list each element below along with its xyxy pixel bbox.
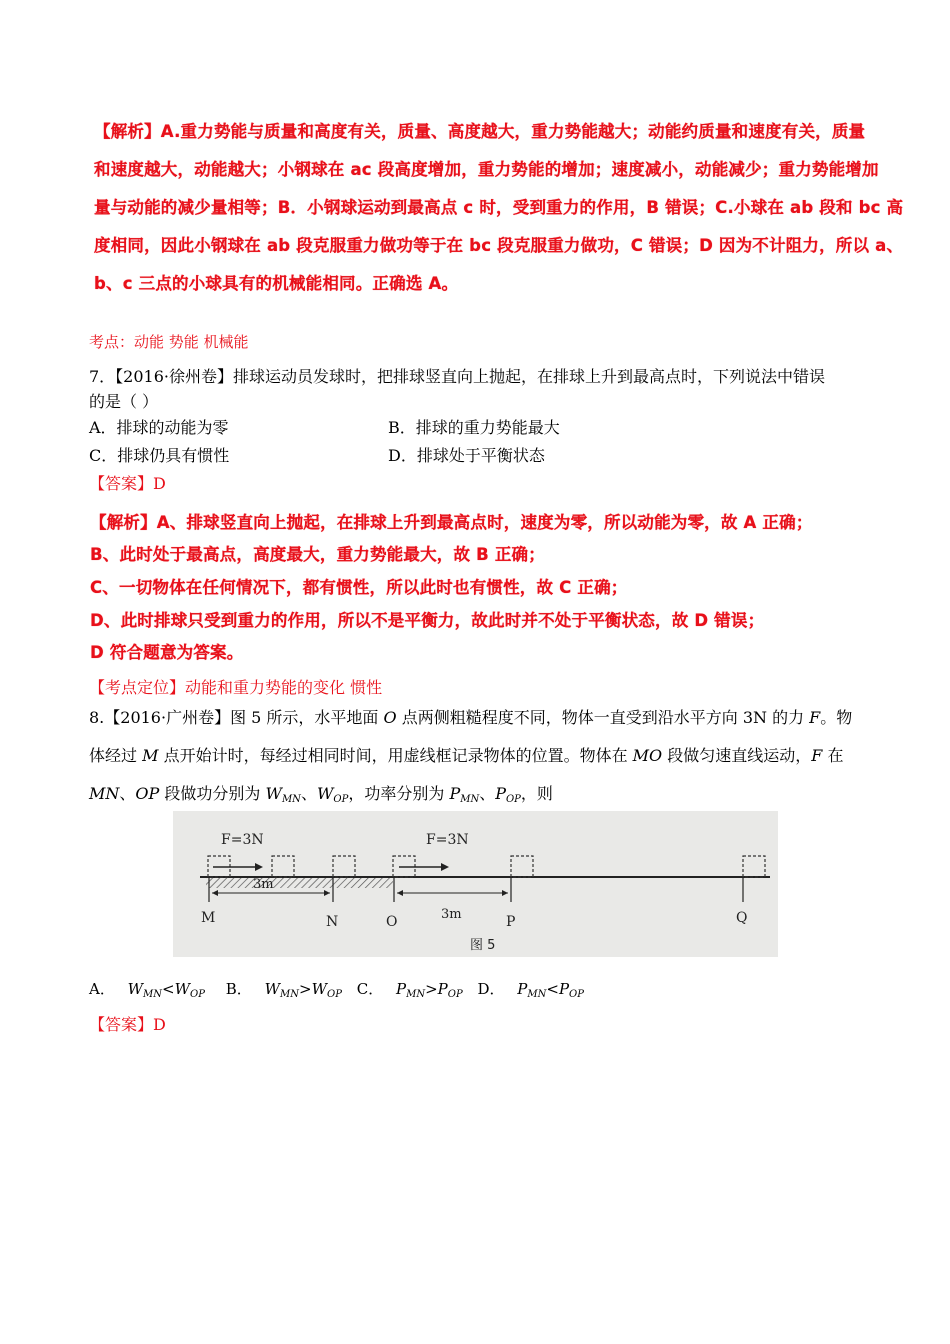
- q8-var-w: W: [265, 784, 282, 803]
- arrow-head: [212, 890, 218, 896]
- q7-kaodian-tag: 【考点定位】: [89, 678, 186, 697]
- position-box: [743, 856, 765, 877]
- position-box: [333, 856, 355, 877]
- position-box: [511, 856, 533, 877]
- q8-var-mn: MN: [89, 784, 120, 803]
- point-label-n: N: [326, 914, 339, 930]
- q8-option-a-label: A．: [89, 980, 115, 998]
- point-label-q: Q: [736, 910, 748, 926]
- q8-text: 。物: [820, 708, 853, 727]
- q8-var-mo: MO: [632, 746, 663, 765]
- q8-var-w: W: [316, 784, 334, 803]
- q8-sub: OP: [505, 794, 521, 805]
- q8-text: 8.【2016·广州卷】图 5 所示，水平地面: [89, 708, 384, 727]
- q8-var-w: W: [264, 980, 280, 998]
- q8-var-p: P: [395, 980, 407, 998]
- q8-stem-line-2: [89, 743, 843, 766]
- q7-explain-line-3: C、一切物体在任何情况下，都有惯性，所以此时也有惯性，故 C 正确；: [90, 578, 628, 597]
- q8-sub: OP: [333, 794, 349, 805]
- q7-option-b: B．排球的重力势能最大: [388, 418, 560, 437]
- q8-var-m: M: [142, 746, 159, 765]
- q8-option-d-label: D．: [477, 980, 505, 998]
- q7-answer: [89, 471, 166, 494]
- q8-text: 段做功分别为: [159, 784, 266, 803]
- force-arrow-head: [441, 863, 449, 871]
- force-label-1: F=3N: [221, 832, 264, 848]
- q8-op: <: [162, 980, 175, 998]
- q6-explain-line-4: 度相同，因此小钢球在 ab 段克服重力做功等于在 bc 段克服重力做功，C 错误；D 因为不计阻力，所以 a、: [94, 236, 904, 255]
- q8-sub: MN: [527, 989, 547, 1000]
- q8-text: 体经过: [89, 746, 143, 765]
- q7-option-c: C．排球仍具有惯性: [89, 446, 230, 465]
- q7-stem-line-1: 7．【2016·徐州卷】排球运动员发球时，把排球竖直向上抛起，在排球上升到最高点时，下列说法中错误: [89, 367, 825, 386]
- q8-options: [89, 978, 584, 1000]
- distance-label-mn: 3m: [253, 877, 274, 892]
- q7-explain-line-4: D、此时排球只受到重力的作用，所以不是平衡力，故此时并不处于平衡状态，故 D 错误；: [90, 611, 765, 630]
- q8-stem-line-3: [89, 781, 553, 805]
- rough-ground-hatch: [206, 877, 393, 888]
- q8-option-b-label: B．: [225, 980, 252, 998]
- q8-text: 、: [119, 784, 136, 803]
- q8-text: 、: [479, 784, 496, 803]
- q8-sub: OP: [327, 989, 342, 1000]
- q6-kaodian: 考点：动能 势能 机械能: [89, 333, 249, 351]
- q8-var-f: F: [809, 708, 821, 727]
- q8-var-w: W: [174, 980, 191, 998]
- q6-explain-line-1: 【解析】A.重力势能与质量和高度有关，质量、高度越大，重力势能越大；动能约质量和速度有关，质量: [94, 122, 866, 141]
- point-label-o: O: [386, 914, 398, 930]
- q8-var-p: P: [495, 784, 506, 803]
- q8-sub: MN: [281, 794, 301, 805]
- position-box: [272, 856, 294, 877]
- q8-sub: MN: [460, 794, 480, 805]
- q8-text: 点开始计时，每经过相同时间，用虚线框记录物体的位置。物体在: [158, 746, 633, 765]
- q7-kaodian: [89, 675, 382, 698]
- q6-explain-line-3: 量与动能的减少量相等；B．小钢球运动到最高点 c 时，受到重力的作用，B 错误；C.小球在 ab 段和 bc 高: [94, 198, 904, 217]
- q7-explain-line-2: B、此时处于最高点，高度最大，重力势能最大，故 B 正确；: [90, 545, 545, 564]
- q7-stem-line-2: 的是（ ）: [89, 392, 159, 411]
- arrow-head: [502, 890, 508, 896]
- q8-var-f: F: [811, 746, 823, 765]
- q8-answer-tag: 【答案】: [89, 1015, 154, 1034]
- arrow-head: [397, 890, 403, 896]
- q8-sub: OP: [190, 989, 205, 1000]
- q6-explain-line-5: b、c 三点的小球具有的机械能相同。正确选 A。: [94, 274, 459, 293]
- q8-var-p: P: [558, 980, 570, 998]
- arrow-head: [324, 890, 330, 896]
- q8-var-w: W: [127, 980, 144, 998]
- q8-sub: MN: [280, 989, 299, 1000]
- distance-label-op: 3m: [441, 907, 462, 922]
- q8-stem-line-1: [89, 705, 852, 728]
- figure-5: [173, 811, 778, 957]
- point-label-p: P: [506, 914, 516, 930]
- q8-sub: MN: [143, 989, 163, 1000]
- q8-var-p: P: [517, 980, 528, 998]
- q7-option-d: D．排球处于平衡状态: [388, 446, 545, 465]
- q7-answer-value: D: [153, 474, 166, 493]
- point-label-m: M: [201, 910, 216, 926]
- q8-sub: OP: [447, 989, 463, 1000]
- q8-text: ，功率分别为: [348, 784, 450, 803]
- figure-5-svg: [173, 811, 778, 957]
- q8-sub: MN: [406, 989, 426, 1000]
- q8-option-c-label: C．: [356, 980, 384, 998]
- q8-var-p: P: [437, 980, 448, 998]
- q8-op: >: [299, 980, 312, 998]
- q8-var-w: W: [311, 980, 327, 998]
- q8-var-p: P: [449, 784, 461, 803]
- q8-text: 在: [822, 746, 844, 765]
- q6-explain-line-2: 和速度越大，动能越大；小钢球在 ac 段高度增加，重力势能的增加；速度减小，动能减少；重力势能增加: [94, 160, 879, 179]
- q8-sub: OP: [569, 989, 584, 1000]
- q8-text: 点两侧粗糙程度不同，物体一直受到沿水平方向 3N 的力: [396, 708, 810, 727]
- q8-op: <: [546, 980, 559, 998]
- q8-text: ，则: [520, 784, 553, 803]
- q7-answer-tag: 【答案】: [89, 474, 154, 493]
- q8-text: 、: [300, 784, 317, 803]
- figure-caption: 图 5: [470, 938, 496, 953]
- force-arrow-head: [255, 863, 263, 871]
- force-label-2: F=3N: [426, 832, 469, 848]
- q8-var-op: OP: [135, 784, 160, 803]
- q7-kaodian-text: 动能和重力势能的变化 惯性: [185, 678, 383, 697]
- q7-explain-line-1: 【解析】A、排球竖直向上抛起，在排球上升到最高点时，速度为零，所以动能为零，故 A 正确；: [90, 513, 813, 532]
- q8-op: >: [425, 980, 438, 998]
- q8-text: 段做匀速直线运动，: [662, 746, 812, 765]
- q8-var-o: O: [383, 708, 397, 727]
- q8-answer-value: D: [153, 1015, 166, 1034]
- q7-option-a: A．排球的动能为零: [89, 418, 229, 437]
- q7-explain-line-5: D 符合题意为答案。: [90, 643, 244, 662]
- q8-answer: [89, 1012, 166, 1035]
